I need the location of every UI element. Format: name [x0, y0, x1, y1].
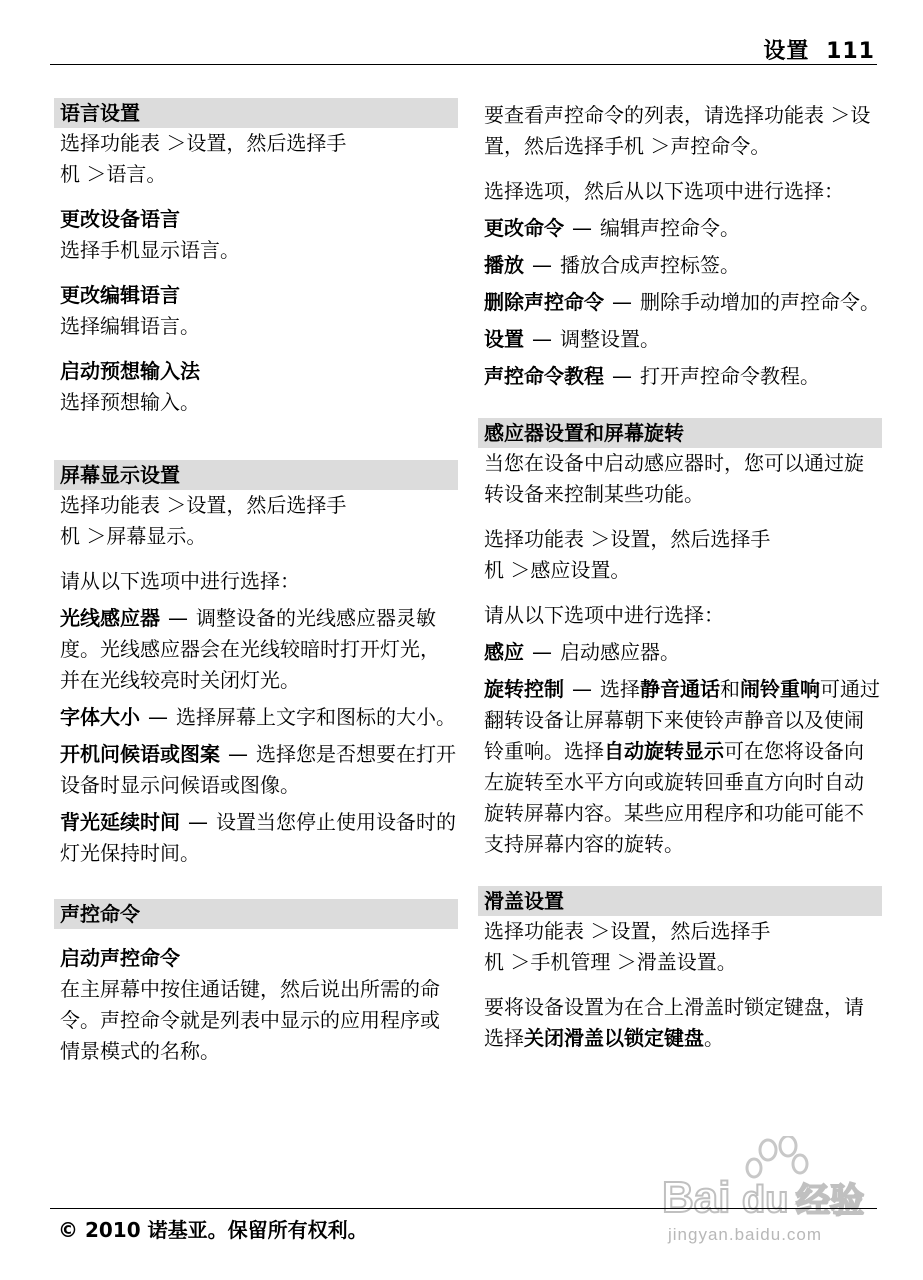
slide-path-line2: 机 ＞手机管理 ＞滑盖设置。 [484, 950, 737, 974]
em-dash: — [532, 253, 552, 277]
slide-body-text: 要将设备设置为在合上滑盖时锁定键盘，请选择 [484, 995, 864, 1050]
em-dash: — [168, 606, 188, 630]
sensor-path-line1: 选择功能表 ＞设置，然后选择手 [484, 527, 771, 551]
option-term: 设置 [484, 327, 524, 351]
section-display-title: 屏幕显示设置 [54, 460, 458, 490]
option-desc: 播放合成声控标签。 [560, 253, 740, 277]
option-inline-term: 闹铃重响 [740, 677, 820, 701]
option-term: 播放 [484, 253, 524, 277]
subhead-predictive-input: 启动预想输入法 [60, 359, 200, 383]
em-dash: — [572, 677, 592, 701]
edit-language-body: 选择编辑语言。 [60, 314, 200, 338]
option-term: 字体大小 [60, 705, 140, 729]
em-dash: — [228, 742, 248, 766]
option-desc: 打开声控命令教程。 [640, 364, 820, 388]
em-dash: — [532, 640, 552, 664]
subhead-activate-voice: 启动声控命令 [60, 946, 180, 970]
slide-body-end: 。 [704, 1026, 724, 1050]
option-settings [478, 324, 882, 355]
watermark-brand2: du [742, 1179, 789, 1221]
sensor-options-intro: 请从以下选项中进行选择： [484, 603, 724, 627]
sensor-path-line2: 机 ＞感应设置。 [484, 558, 631, 582]
em-dash: — [612, 290, 632, 314]
option-term: 更改命令 [484, 216, 564, 240]
em-dash: — [188, 810, 208, 834]
display-intro: 请从以下选项中进行选择： [60, 569, 300, 593]
predictive-input-body: 选择预想输入。 [60, 390, 200, 414]
page-number: 111 [826, 39, 875, 64]
option-desc: 启动感应器。 [560, 640, 680, 664]
watermark-url: jingyan.baidu.com [668, 1225, 823, 1244]
option-desc: 选择您是否想要在打开设备时显示问候语或图像。 [60, 742, 456, 797]
subhead-edit-language: 更改编辑语言 [60, 283, 180, 307]
option-desc: 可通过翻转设备让屏幕朝下来使铃声静音以及使闹铃重响。选择 [484, 677, 880, 763]
left-column [54, 98, 458, 1081]
option-inline-term: 静音通话 [640, 677, 720, 701]
watermark-suffix: 经验 [796, 1181, 864, 1221]
option-turning-control [478, 674, 882, 860]
voice-body: 在主屏幕中按住通话键，然后说出所需的命令。声控命令就是列表中显示的应用程序或情景模式的名称。 [60, 977, 440, 1063]
section-slide-title: 滑盖设置 [478, 886, 882, 916]
header-section: 设置 [763, 39, 810, 64]
display-path-line2: 机 ＞屏幕显示。 [60, 524, 207, 548]
option-desc: 删除手动增加的声控命令。 [640, 290, 880, 314]
option-term: 声控命令教程 [484, 364, 604, 388]
option-desc: 选择 [600, 677, 640, 701]
right-column [478, 100, 882, 1068]
em-dash: — [572, 216, 592, 240]
option-desc: 编辑声控命令。 [600, 216, 740, 240]
header-rule [50, 64, 877, 65]
em-dash: — [148, 705, 168, 729]
section-sensor-title: 感应器设置和屏幕旋转 [478, 418, 882, 448]
option-desc: 调整设备的光线感应器灵敏度。光线感应器会在光线较暗时打开灯光，并在光线较亮时关闭灯光。 [60, 606, 440, 692]
option-term: 背光延续时间 [60, 810, 180, 834]
device-language-body: 选择手机显示语言。 [60, 238, 240, 262]
option-playback [478, 250, 882, 281]
language-path-line2: 机 ＞语言。 [60, 162, 167, 186]
option-tutorial [478, 361, 882, 392]
page-header [763, 34, 875, 65]
option-desc: 设置当您停止使用设备时的灯光保持时间。 [60, 810, 456, 865]
slide-path [478, 916, 882, 978]
section-voice-title: 声控命令 [54, 899, 458, 929]
option-backlight-timeout [54, 807, 458, 869]
slide-body [478, 992, 882, 1054]
option-inline-term: 自动旋转显示 [604, 739, 724, 763]
option-font-size [54, 702, 458, 733]
sensor-intro: 当您在设备中启动感应器时，您可以通过旋转设备来控制某些功能。 [484, 451, 864, 506]
language-path-line1: 选择功能表 ＞设置，然后选择手 [60, 131, 347, 155]
option-term: 感应 [484, 640, 524, 664]
voice-options-intro: 选择选项，然后从以下选项中进行选择： [484, 179, 844, 203]
option-sensors [478, 637, 882, 668]
watermark-brand: Bai [662, 1173, 731, 1222]
option-term: 删除声控命令 [484, 290, 604, 314]
footer-rule [50, 1208, 877, 1209]
display-path-line1: 选择功能表 ＞设置，然后选择手 [60, 493, 347, 517]
subhead-device-language: 更改设备语言 [60, 207, 180, 231]
option-desc: 和 [720, 677, 740, 701]
option-term: 开机问候语或图案 [60, 742, 220, 766]
baidu-watermark [658, 1136, 888, 1246]
slide-inline-term: 关闭滑盖以锁定键盘 [524, 1026, 704, 1050]
option-term: 旋转控制 [484, 677, 564, 701]
option-delete-command [478, 287, 882, 318]
option-desc: 可在您将设备向左旋转至水平方向或旋转回垂直方向时自动旋转屏幕内容。某些应用程序和功能可能不支持屏幕内容的旋转。 [484, 739, 864, 856]
option-desc: 调整设置。 [560, 327, 660, 351]
language-path [54, 128, 458, 190]
em-dash: — [612, 364, 632, 388]
em-dash: — [532, 327, 552, 351]
section-language-title: 语言设置 [54, 98, 458, 128]
option-light-sensor [54, 603, 458, 696]
option-desc: 选择屏幕上文字和图标的大小。 [176, 705, 456, 729]
voice-list-intro: 要查看声控命令的列表，请选择功能表 ＞设置，然后选择手机 ＞声控命令。 [484, 103, 871, 158]
sensor-path [478, 524, 882, 586]
display-path [54, 490, 458, 552]
option-change-command [478, 213, 882, 244]
footer-copyright: © 2010 诺基亚。保留所有权利。 [58, 1218, 368, 1242]
option-term: 光线感应器 [60, 606, 160, 630]
slide-path-line1: 选择功能表 ＞设置，然后选择手 [484, 919, 771, 943]
option-welcome-note [54, 739, 458, 801]
